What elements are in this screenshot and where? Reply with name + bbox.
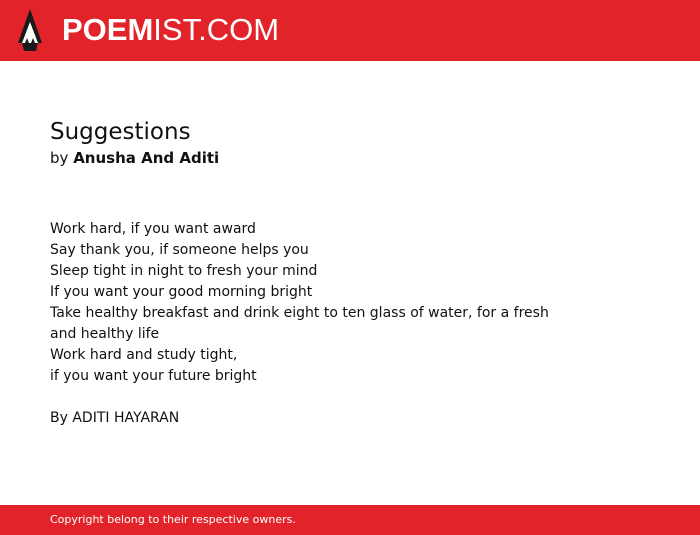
- poem-line: Take healthy breakfast and drink eight to ten glass of water, for a fresh: [50, 305, 549, 321]
- poem-stanza-gap: [50, 387, 570, 408]
- pencil-logo-icon: [17, 9, 43, 52]
- poem-line: If you want your good morning bright: [50, 284, 313, 300]
- poem-content: [50, 116, 570, 429]
- poem-line: Work hard and study tight,: [50, 347, 238, 363]
- site-header: [0, 0, 700, 61]
- poem-title: Suggestions: [50, 119, 191, 145]
- poem-byline: [50, 148, 570, 169]
- poem-line: Work hard, if you want award: [50, 221, 256, 237]
- poem-line: By ADITI HAYARAN: [50, 410, 180, 426]
- brand-strong-text: POEM: [62, 12, 154, 47]
- poem-line: Say thank you, if someone helps you: [50, 242, 309, 258]
- poem-line: if you want your future bright: [50, 368, 257, 384]
- poem-line: Sleep tight in night to fresh your mind: [50, 263, 318, 279]
- copyright-text: Copyright belong to their respective owners.: [50, 513, 296, 526]
- poem-author: Anusha And Aditi: [73, 149, 220, 167]
- poem-line: and healthy life: [50, 326, 160, 342]
- poem-body: [50, 219, 570, 429]
- byline-prefix: by: [50, 149, 69, 167]
- site-logo-text[interactable]: [62, 12, 279, 48]
- brand-light-text: IST.COM: [153, 12, 280, 47]
- site-footer: [0, 505, 700, 535]
